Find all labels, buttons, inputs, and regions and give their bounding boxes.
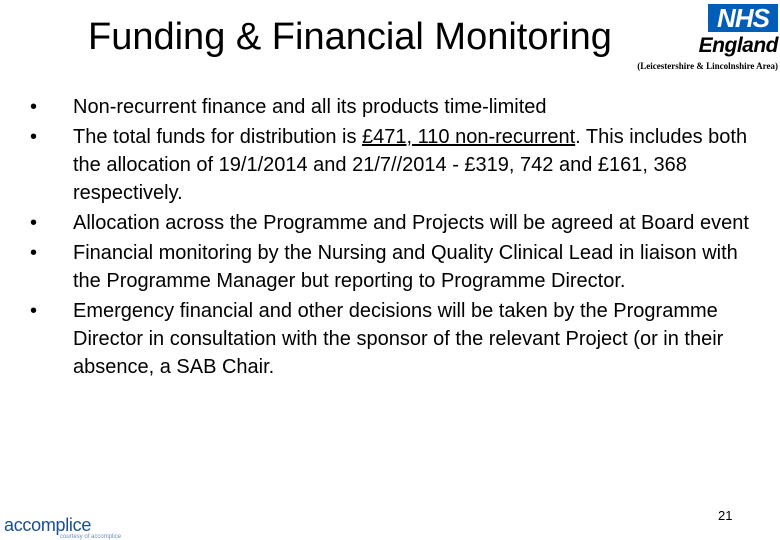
bullet-text: Financial monitoring by the Nursing and Quality Clinical Lead in liaison with the Programme Manager but reporting to Programme Director. [73,242,738,292]
bullet-text: Emergency financial and other decisions will be taken by the Programme Director in consultation with the sponsor of the relevant Project (or in their absence, a SAB Chair. [73,300,724,378]
bullet-text: Allocation across the Programme and Projects will be agreed at Board event [73,212,749,234]
bullet-text-pre: The total funds for distribution is [73,126,363,148]
bullet-item [25,123,765,207]
subregion-label: (Leicestershire & Lincolnshire Area) [637,61,778,71]
bullet-item [25,93,765,121]
bullet-icon: • [30,212,38,234]
accomplice-logo [0,515,130,540]
bullet-item [25,209,765,237]
bullet-text: Non-recurrent finance and all its products time-limited [73,96,547,118]
nhs-logo-box: NHS [708,4,778,32]
bullet-item [25,297,765,381]
bullet-icon: • [30,242,38,264]
bullet-list [25,93,765,383]
nhs-england-text: England [698,34,778,57]
bullet-item [25,239,765,295]
accomplice-tagline: courtesy of accomplice [60,534,122,540]
page-number: 21 [718,508,733,523]
bullet-icon: • [30,126,38,148]
bullet-icon: • [30,96,38,118]
bullet-text-post: . This includes both the allocation of 19/1/2014 and 21/7//2014 - £319, 742 and £161, 368 respectively. [73,126,748,204]
accomplice-logo-text: accomplice [4,515,92,535]
nhs-england-logo [690,2,780,62]
bullet-icon: • [30,300,38,322]
slide-title: Funding & Financial Monitoring [88,16,612,58]
funds-total: £471, 110 non-recurrent [362,126,576,148]
